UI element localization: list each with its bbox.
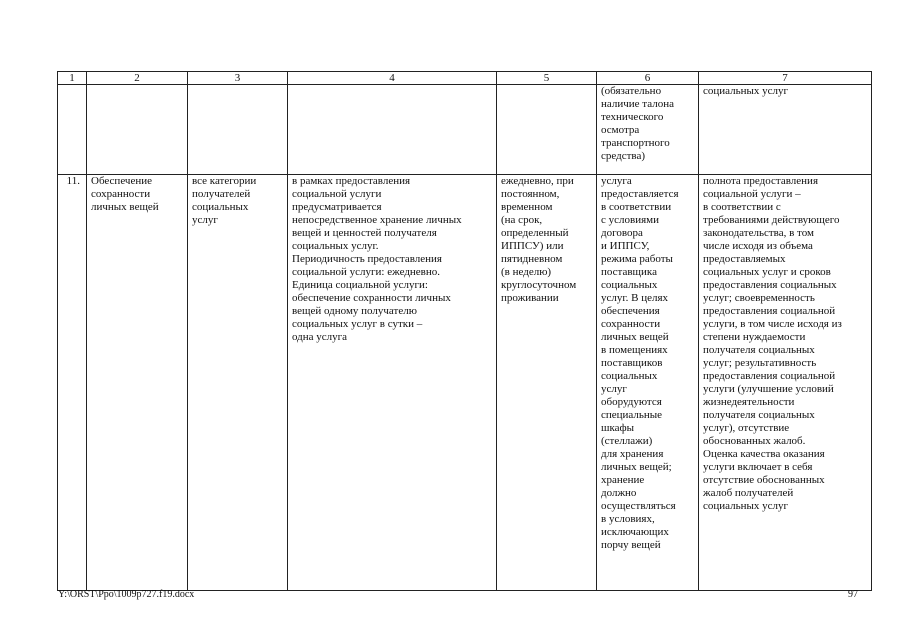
services-table bbox=[57, 71, 872, 591]
column-number: 7 bbox=[699, 72, 872, 85]
cell-empty bbox=[188, 85, 288, 175]
page-number: 97 bbox=[848, 589, 858, 600]
column-number: 4 bbox=[288, 72, 497, 85]
column-number-row bbox=[58, 72, 872, 85]
column-number: 1 bbox=[58, 72, 87, 85]
cell-quality-continued: социальных услуг bbox=[699, 85, 872, 175]
cell-timing: ежедневно, при постоянном, временном (на срок, определенный ИППСУ) или пятидневном (в неделю) круглосуточном проживании bbox=[497, 175, 597, 591]
cell-conditions: услуга предоставляется в соответствии с условиями договора и ИППСУ, режима работы поставщика социальных услуг. В целях обеспечения сохранности личных вещей в помещениях поставщиков социальных услуг оборудуются специальные шкафы (стеллажи) для хранения личных вещей; хранение должно осуществляться в условиях, исключающих порчу вещей bbox=[597, 175, 699, 591]
continuation-row bbox=[58, 85, 872, 175]
column-number: 2 bbox=[87, 72, 188, 85]
cell-empty bbox=[497, 85, 597, 175]
table-row-11 bbox=[58, 175, 872, 591]
cell-empty bbox=[58, 85, 87, 175]
column-number: 6 bbox=[597, 72, 699, 85]
column-number: 3 bbox=[188, 72, 288, 85]
cell-quality: полнота предоставления социальной услуги – в соответствии с требованиями действующего законодательства, в том числе исходя из объема предоставляемых социальных услуг и сроков предоставления социальных услуг; своевременность предоставления социальной услуги, в том числе исходя из степени нуждаемости получателя социальных услуг; результативность предоставления социальной услуги (улучшение условий жизнедеятельности получателя социальных услуг), отсутствие обоснованных жалоб. Оценка качества оказания услуги включает в себя отсутствие обоснованных жалоб получателей социальных услуг bbox=[699, 175, 872, 591]
cell-description: в рамках предоставления социальной услуги предусматривается непосредственное хранение личных вещей и ценностей получателя социальных услуг. Периодичность предоставления социальной услуги: ежедневно. Единица социальной услуги: обеспечение сохранности личных вещей одному получателю социальных услуг в сутки – одна услуга bbox=[288, 175, 497, 591]
cell-conditions-continued: (обязательно наличие талона технического осмотра транспортного средства) bbox=[597, 85, 699, 175]
column-number: 5 bbox=[497, 72, 597, 85]
cell-empty bbox=[288, 85, 497, 175]
cell-empty bbox=[87, 85, 188, 175]
cell-recipients: все категории получателей социальных услуг bbox=[188, 175, 288, 591]
footer-file-path: Y:\ORST\Ppo\1009p727.f19.docx bbox=[58, 589, 195, 600]
row-number: 11. bbox=[58, 175, 87, 591]
cell-service-name: Обеспечение сохранности личных вещей bbox=[87, 175, 188, 591]
